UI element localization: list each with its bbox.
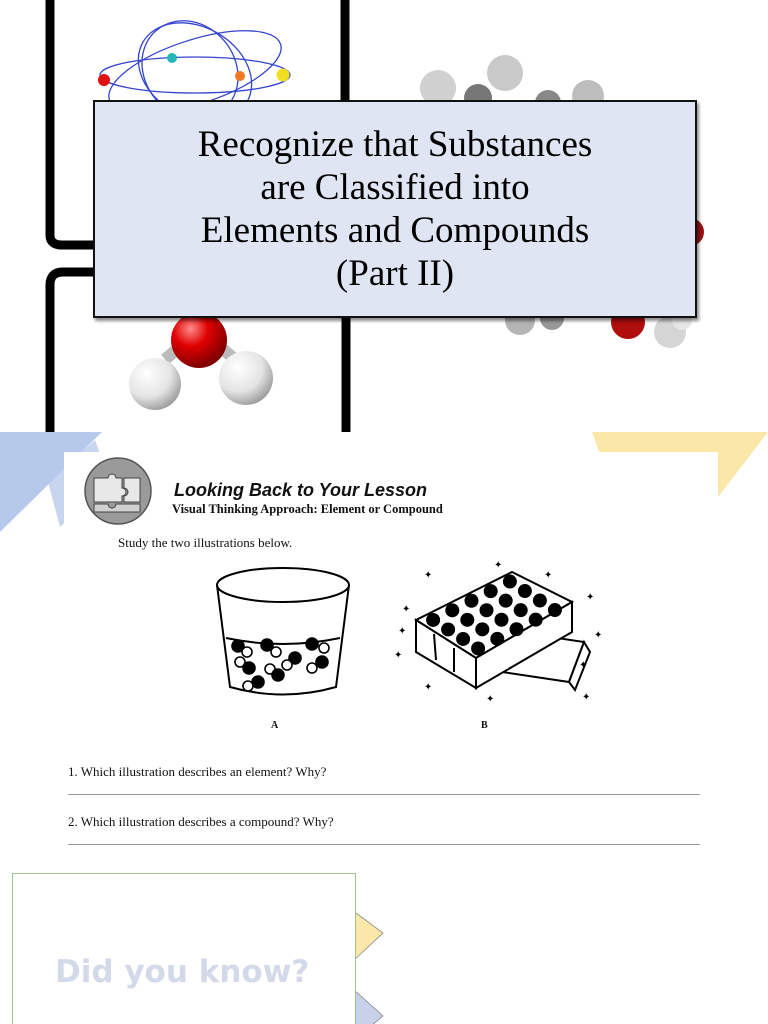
atom-dot (514, 603, 528, 617)
atom-dot (460, 613, 474, 627)
atom-dot (465, 594, 479, 608)
svg-text:✦: ✦ (579, 660, 588, 671)
atom-dot (445, 603, 459, 617)
question-1: 1. Which illustration describes an element? Why? (68, 764, 327, 779)
atom-dot (499, 594, 513, 608)
slide-title-line: Recognize that Substances (197, 124, 593, 165)
did-you-know-card (12, 873, 356, 1024)
atom-dot (503, 575, 517, 589)
atom-dot (441, 622, 455, 636)
atom-dot (484, 584, 498, 598)
yellow-arrow-shape (352, 910, 383, 962)
water-molecule-icon (129, 312, 273, 410)
atom-dot (495, 613, 509, 627)
blue-arrow-shape (352, 988, 383, 1024)
atom-dot (510, 622, 524, 636)
atom-dot (456, 632, 470, 646)
slide-title-line: are Classified into (260, 167, 530, 208)
atom-dot (490, 632, 504, 646)
worksheet-title: Looking Back to Your Lesson (174, 480, 428, 500)
answer-line-2 (68, 844, 700, 845)
svg-text:✦: ✦ (494, 560, 503, 571)
atom-dot (471, 641, 485, 655)
svg-text:✦: ✦ (594, 630, 603, 641)
slide-title-line: (Part II) (335, 253, 455, 294)
atom-dot (480, 603, 494, 617)
svg-text:✦: ✦ (394, 650, 403, 661)
svg-text:✦: ✦ (424, 570, 433, 581)
svg-text:✦: ✦ (544, 570, 553, 581)
svg-text:✦: ✦ (402, 604, 411, 615)
question-2: 2. Which illustration describes a compound? Why? (68, 814, 334, 829)
svg-text:✦: ✦ (424, 682, 433, 693)
worksheet-instruction: Study the two illustrations below. (118, 535, 293, 550)
worksheet (64, 452, 718, 866)
title-slide (0, 0, 768, 432)
worksheet-subtitle: Visual Thinking Approach: Element or Compound (172, 502, 443, 516)
atom-dot (475, 622, 489, 636)
answer-line-1 (68, 794, 700, 795)
atom-dot (426, 613, 440, 627)
svg-text:✦: ✦ (398, 626, 407, 637)
illustration-a-beaker (212, 562, 362, 712)
atom-dot (529, 613, 543, 627)
svg-text:✦: ✦ (486, 694, 495, 705)
atom-dot (533, 594, 547, 608)
slide-title-line: Elements and Compounds (200, 210, 590, 251)
puzzle-icon (70, 456, 166, 526)
atom-dot (548, 603, 562, 617)
title-box (93, 100, 697, 318)
did-you-know-heading: Did you know? (55, 954, 310, 990)
illustration-b-label: B (481, 720, 488, 731)
svg-text:✦: ✦ (582, 692, 591, 703)
illustration-b-metal-bars (394, 560, 604, 710)
atom-dot (518, 584, 532, 598)
svg-text:✦: ✦ (586, 592, 595, 603)
illustration-a-label: A (271, 720, 279, 731)
